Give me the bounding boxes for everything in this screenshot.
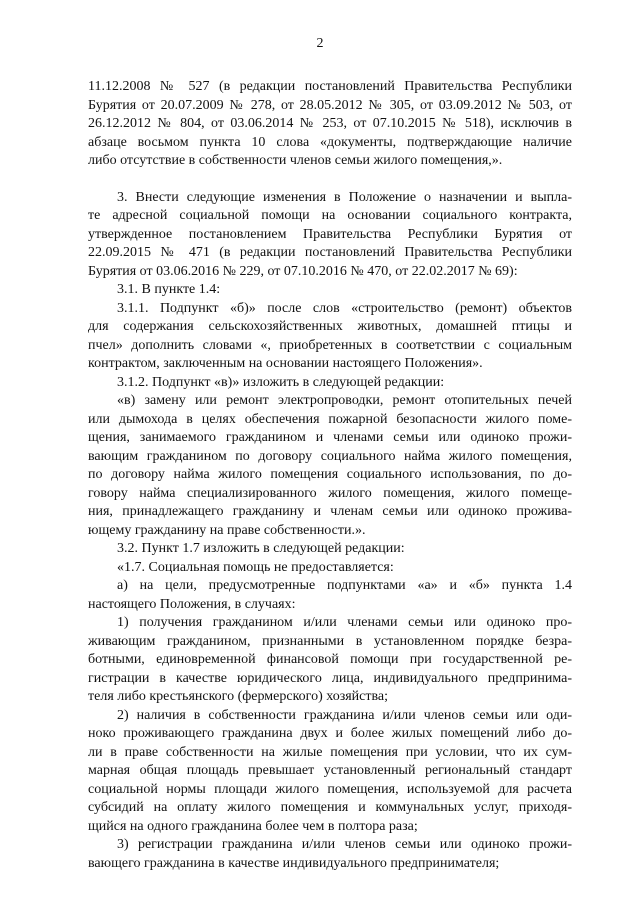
text-line: ноко проживающего гражданина двух и более жилых помещений либо до- <box>88 726 572 741</box>
text-line: абзаце восьмом пункта 10 слова «документы, подтверждающие наличие <box>88 134 572 150</box>
text-line: 11.12.2008 № 527 (в редакции постановлений Правительства Республики <box>88 79 572 94</box>
document-body <box>88 78 572 873</box>
paragraph-gap <box>88 171 572 189</box>
text-line: 26.12.2012 № 804, от 03.06.2014 № 253, от 07.10.2015 № 518), исключив в <box>88 116 572 131</box>
text-line: 3.1.2. Подпункт «в)» изложить в следующей редакции: <box>117 374 445 390</box>
text-line: щийся на одного гражданина более чем в полтора раза; <box>88 818 418 834</box>
text-line: щения, занимаемого гражданином и членами семьи или одиноко прожи- <box>88 430 572 445</box>
text-line: 3.2. Пункт 1.7 изложить в следующей редакции: <box>117 541 405 556</box>
paragraph-item-3 <box>88 189 572 282</box>
text-line: «в) замену или ремонт электропроводки, ремонт отопительных печей <box>117 393 572 408</box>
text-line: Бурятия от 20.07.2009 № 278, от 28.05.2012 № 305, от 03.09.2012 № 503, от <box>88 97 572 113</box>
paragraph-continuation <box>88 78 572 171</box>
text-line: говору найма специализированного жилого помещения, жилого помеще- <box>88 485 572 501</box>
paragraph-case-2 <box>88 707 572 837</box>
text-line: 3.1.1. Подпункт «б)» после слов «строительство (ремонт) объектов <box>117 300 572 316</box>
text-line: теля либо крестьянского (фермерского) хозяйства; <box>88 689 389 704</box>
paragraph-case-3 <box>88 836 572 873</box>
text-line: ющему гражданину на праве собственности.». <box>88 522 366 538</box>
text-line: либо отсутствие в собственности членов семьи жилого помещения,». <box>88 153 503 168</box>
text-line: утвержденное постановлением Правительства Республики Бурятия от <box>88 226 572 242</box>
paragraph-case-1 <box>88 614 572 707</box>
paragraph-subitem-a <box>88 577 572 614</box>
text-line: те адресной социальной помощи на основании социального контракта, <box>88 208 572 223</box>
text-line: пчел» дополнить словами «, приобретенных в соответствии с социальным <box>88 337 572 353</box>
text-line: контрактом, заключенным на основании настоящего Положения». <box>88 356 483 371</box>
text-line: ли в праве собственности на жилые помещения при условии, что их сум- <box>88 744 572 760</box>
text-line: социальной нормы площади жилого помещения, используемой для расчета <box>88 781 572 797</box>
text-line: живающим гражданином, признанными в установленном порядке безра- <box>88 633 572 649</box>
text-line: «1.7. Социальная помощь не предоставляется: <box>117 559 394 575</box>
text-line: по договору найма жилого помещения социального использования, по до- <box>88 467 572 482</box>
text-line: Бурятия от 03.06.2016 № 229, от 07.10.2016 № 470, от 22.02.2017 № 69): <box>88 263 518 279</box>
text-line: 3) регистрации гражданина и/или членов семьи или одиноко прожи- <box>117 837 572 852</box>
text-line: 2) наличия в собственности гражданина и/или членов семьи или оди- <box>117 707 572 723</box>
text-line: ботными, единовременной финансовой помощи при государственной ре- <box>88 652 572 667</box>
text-line: настоящего Положения, в случаях: <box>88 596 296 612</box>
text-line: марная общая площадь превышает установленный региональный стандарт <box>88 763 572 778</box>
text-line: гистрации в качестве юридического лица, индивидуального предпринима- <box>88 670 572 686</box>
text-line: а) на цели, предусмотренные подпунктами «а» и «б» пункта 1.4 <box>117 578 572 593</box>
text-line: 22.09.2015 № 471 (в редакции постановлений Правительства Республики <box>88 245 572 260</box>
page-number: 2 <box>316 36 324 51</box>
paragraph-quoted-point-1-7 <box>88 559 572 578</box>
paragraph-item-3-1-1 <box>88 300 572 374</box>
text-line: 3.1. В пункте 1.4: <box>117 282 221 297</box>
text-line: или дымохода в целях обеспечения пожарной безопасности жилого поме- <box>88 411 572 427</box>
text-line: 1) получения гражданином и/или членами семьи или одиноко про- <box>117 615 572 630</box>
paragraph-item-3-1-2 <box>88 374 572 393</box>
text-line: вающего гражданина в качестве индивидуального предпринимателя; <box>88 855 500 871</box>
paragraph-item-3-2 <box>88 540 572 559</box>
text-line: для содержания сельскохозяйственных животных, домашней птицы и <box>88 319 572 334</box>
text-line: вающим гражданином по договору социального найма жилого помещения, <box>88 448 572 464</box>
paragraph-quoted-subitem-v <box>88 392 572 540</box>
paragraph-item-3-1 <box>88 281 572 300</box>
text-line: 3. Внести следующие изменения в Положение о назначении и выпла- <box>117 189 572 205</box>
text-line: ния, принадлежащего гражданину и членам семьи или одиноко прожива- <box>88 504 572 519</box>
text-line: субсидий на оплату жилого помещения и коммунальных услуг, приходя- <box>88 800 572 815</box>
